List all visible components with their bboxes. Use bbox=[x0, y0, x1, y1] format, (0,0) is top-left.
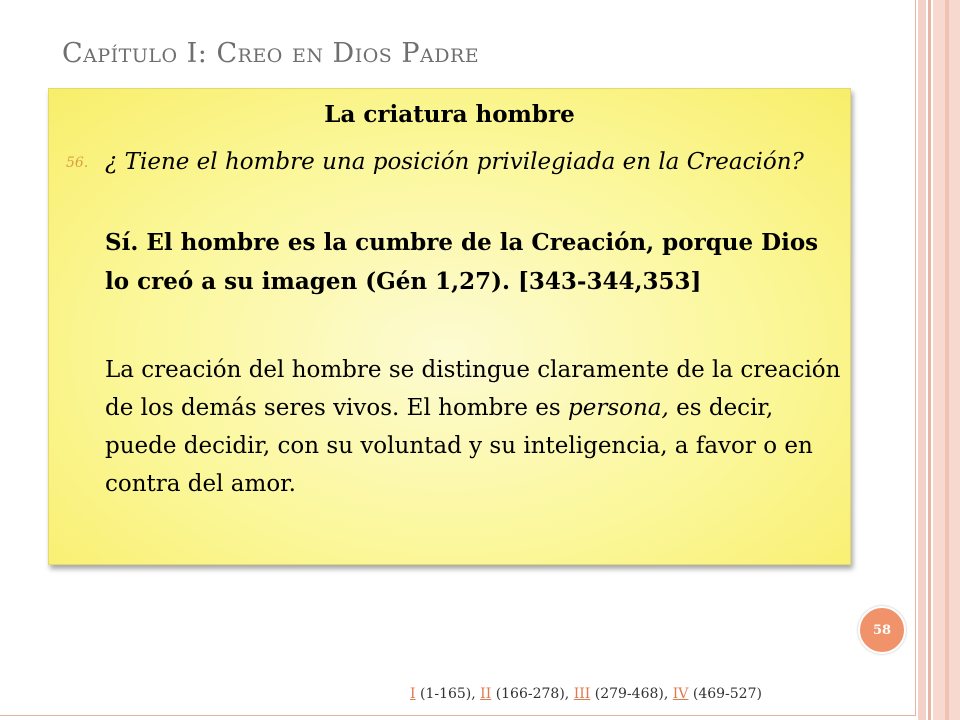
answer-text: Sí. El hombre es la cumbre de la Creación, porque Dios lo creó a su imagen (Gén 1,27). [343-344,353] bbox=[105, 229, 819, 295]
decor-stripe bbox=[918, 0, 926, 720]
explanation-emphasis: persona, bbox=[567, 395, 669, 421]
explanation-text bbox=[105, 351, 845, 503]
footer-navigation bbox=[410, 686, 762, 702]
card-heading: La criatura hombre bbox=[324, 101, 575, 128]
decor-stripe bbox=[928, 0, 931, 720]
decor-stripe bbox=[945, 0, 949, 720]
content-card bbox=[48, 88, 851, 565]
footer-range: (279-468), bbox=[594, 686, 669, 702]
footer-range: (1-165), bbox=[419, 686, 476, 702]
question-text: ¿ Tiene el hombre una posición privilegiada en la Creación? bbox=[105, 149, 804, 175]
page-number-badge: 58 bbox=[858, 606, 906, 654]
footer-range: (469-527) bbox=[692, 686, 762, 702]
explanation-part: es decir, puede decidir, con su voluntad y su inteligencia, a favor o en contra del amor. bbox=[105, 395, 813, 497]
explanation-part: La creación del hombre se distingue claramente de la creación de los demás seres vivos. El hombre es bbox=[105, 357, 841, 421]
question-number: 56. bbox=[66, 155, 89, 171]
footer-link-part-3[interactable]: III bbox=[573, 686, 591, 702]
footer-range: (166-278), bbox=[495, 686, 570, 702]
footer-link-part-2[interactable]: II bbox=[480, 686, 492, 702]
slide-title: Capítulo I: Creo en Dios Padre bbox=[62, 38, 480, 69]
footer-link-part-4[interactable]: IV bbox=[672, 686, 689, 702]
footer-link-part-1[interactable]: I bbox=[410, 686, 416, 702]
